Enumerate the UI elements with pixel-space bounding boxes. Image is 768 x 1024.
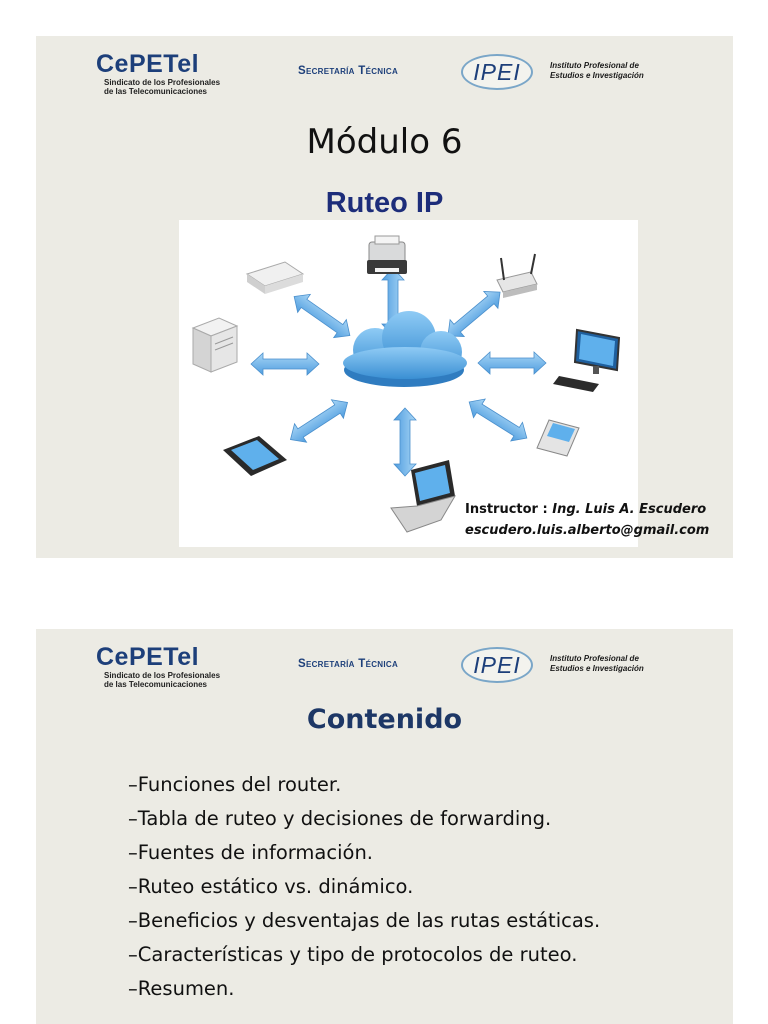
instructor-info [465, 499, 709, 541]
instructor-label: Instructor : [465, 502, 548, 517]
desktop-icon [553, 330, 619, 392]
slide-subtitle: Ruteo IP [325, 187, 444, 219]
arrow-down [394, 408, 416, 476]
printer-icon [367, 236, 407, 274]
cepetel-logo-name: CePETel [96, 643, 200, 671]
slide-1 [36, 36, 733, 558]
list-item: – Ruteo estático vs. dinámico. [128, 870, 600, 904]
ipei-line-1: Instituto Profesional de [550, 61, 639, 70]
arrow-down-right [463, 393, 532, 448]
slide-header [36, 36, 733, 106]
secretaria-tecnica-label: Secretaría Técnica [298, 658, 399, 670]
slide-header [36, 629, 733, 699]
cepetel-logo-sub-2: de las Telecomunicaciones [104, 87, 208, 96]
ipei-description [550, 654, 644, 674]
switch-icon [247, 262, 303, 294]
list-item: – Resumen. [128, 972, 600, 1006]
list-item: – Tabla de ruteo y decisiones de forwarding. [128, 802, 600, 836]
cepetel-logo [96, 643, 220, 689]
phone-icon [537, 420, 579, 456]
network-diagram-svg [179, 220, 638, 547]
arrow-down-left [284, 393, 353, 448]
secretaria-tecnica-label: Secretaría Técnica [298, 65, 399, 77]
ipei-logo: IPEI [461, 647, 533, 683]
cepetel-logo-sub-1: Sindicato de los Profesionales [104, 78, 221, 87]
instructor-name: Ing. Luis A. Escudero [552, 502, 707, 517]
router-icon [497, 254, 537, 298]
ipei-line-2: Estudios e Investigación [550, 71, 644, 80]
slide-title: Contenido [306, 704, 463, 735]
tablet-icon [223, 436, 287, 476]
slide-2 [36, 629, 733, 1024]
cepetel-logo-sub-2: de las Telecomunicaciones [104, 680, 208, 689]
ipei-line-1: Instituto Profesional de [550, 654, 639, 663]
slide-title: Módulo 6 [306, 122, 463, 162]
contents-list [128, 768, 600, 1006]
cepetel-logo [96, 50, 220, 96]
cepetel-logo-sub-1: Sindicato de los Profesionales [104, 671, 221, 680]
instructor-email: escudero.luis.alberto@gmail.com [465, 523, 710, 538]
list-item: – Funciones del router. [128, 768, 600, 802]
arrow-left [251, 353, 319, 375]
list-item: – Características y tipo de protocolos de ruteo. [128, 938, 600, 972]
ipei-description [550, 61, 644, 81]
list-item: – Fuentes de información. [128, 836, 600, 870]
network-diagram [179, 220, 638, 547]
ipei-logo: IPEI [461, 54, 533, 90]
arrow-right [478, 352, 546, 374]
cepetel-logo-name: CePETel [96, 50, 200, 78]
cloud-icon [343, 311, 467, 387]
list-item: – Beneficios y desventajas de las rutas estáticas. [128, 904, 600, 938]
arrow-up-left [288, 287, 356, 344]
ipei-line-2: Estudios e Investigación [550, 664, 644, 673]
server-icon [193, 318, 237, 372]
